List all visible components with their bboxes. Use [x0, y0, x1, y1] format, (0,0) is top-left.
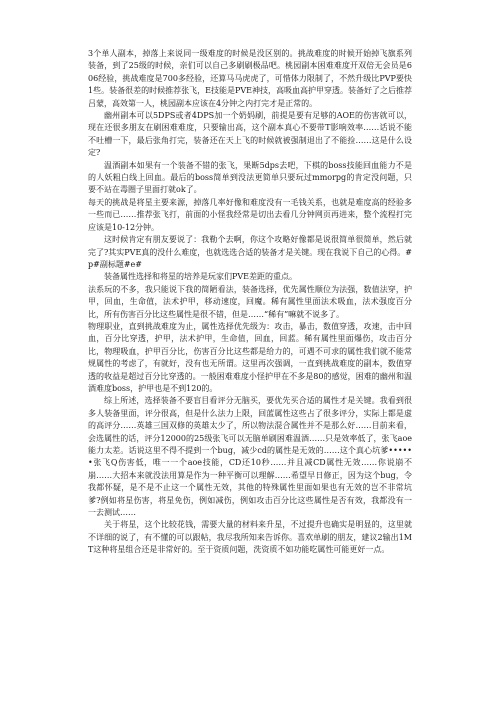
paragraph-3: 温酒副本如果有一个装备不错的张飞，果断5dps去吧，下棋的boss技能回血能力不是的人妖粗白线上回血。最后的boss简单到没法更简单只要玩过mmorpg的肯定没问题，只要不站在毒圈子里面打就ok了。: [88, 160, 412, 195]
paragraph-4: 每天的挑战是将星主要来源，掉落几率好像和难度没有一毛钱关系，也就是难度高的经验多一些而已……推荐张飞打，前面的小怪我经常是切出去看几分钟网页再进来，整个流程打完应该是10-12分钟。: [88, 197, 412, 232]
paragraph-2: 幽州副本可以5DPS或者4DPS加一个奶妈刷，前提是要有足够的AOE的伤害就可以，现在还很多朋友在刷困难难度，只要输出高，这个副本真心不要带T影响效率……话说不能不吐槽一下，最后张角打完，装备还在天上飞的时候就被强制退出了不能捡……这是什么设定?: [88, 111, 412, 158]
paragraph-7: 法系玩的不多，我只能说下我的简陋看法，装备选择，优先属性顺位为法强，数值法穿，护甲，回血，生命值，法术护甲，移动速度，回魔。稀有属性里面法术吸血，法术强度百分比，所有伤害百分比这些属性是很不错，但是……“稀有”嘛就不说多了。: [88, 284, 412, 319]
document-body: [88, 48, 412, 557]
paragraph-6: 装备属性选择和将星的培养是玩家们PVE差距的重点。: [104, 272, 297, 282]
paragraph-1: 3个单人副本，掉落上来说同一级难度的时候是没区别的。挑战难度的时候开始掉飞旗系列装备，到了25级的时候，亲们可以自己多刷刷极品吧。桃园副本困难难度开双倍无会员是606经验，挑战难度是700多经验，还算马马虎虎了，可惜体力限制了，不然升级比PVP要快1些。装备很差的时候推荐张飞，E技能是PVE神技，高吸血高护甲穿透。装备好了之后推荐吕蒙，高效第一人，桃园副本应该在4分钟之内打完才是正常的。: [88, 49, 412, 108]
paragraph-10: 关于将星，这个比较花钱，需要大量的材料来升星，不过提升也确实是明显的，这里就不详细的说了，有不懂的可以跟帖，我尽我所知来告诉你。喜欢单刷的朋友，建议2输出1MT这种将星组合还是非常好的。至于资质问题，洗资质不如功能吃属性可能更好一点。: [88, 520, 412, 555]
paragraph-9: 综上所述，选择装备不要盲目看评分无脑买，要优先买合适的属性才是关键。我看到很多人装备里面，评分很高，但是什么法力上限，回蓝属性这些占了很多评分，实际上都是虚的高评分……英雄三国双修的英雄太少了，所以物法混合属性并不是那么好……目前来看，会选属性的话，评分12000的25级张飞可以无脑单刷困难温酒……只是效率低了，张飞aoe能力太差。话说这里不得不提到一个bug，减少cd的属性是无效的……这个真心坑爹••••••张飞Q伤害低，唯一一个aoe技能，CD还10秒……并且减CD属性无效……你说崩不崩……大招本来就没法用算是作为一种平衡可以理解……希望早日修正，因为这个bug，令我都怀疑，是不是不止这一个属性无效，其他的特殊属性里面如果也有无效的岂不非常坑爹?例如将星伤害，将星免伤，例如减伤，例如攻击百分比这些属性是否有效，我都没有一一去测试……: [88, 396, 412, 518]
paragraph-8: 物理职业，直到挑战难度为止，属性选择优先级为：攻击，暴击，数值穿透，攻速，击中回血，百分比穿透，护甲，法术护甲，生命值，回血，回蓝。稀有属性里面爆伤，攻击百分比，物理吸血，护甲百分比，伤害百分比这些都是给力的，可遇不可求的属性我们就不能常规属性的考虑了，有就好，没有也无所谓。这里再次强调，一直到挑战难度的副本，数值穿透的收益是超过百分比穿透的。一般困难难度小怪护甲在不多是80的感觉，困难的幽州和温酒难度boss，护甲也是不到120的。: [88, 321, 412, 393]
paragraph-5: 这时候肯定有朋友要说了：我勒个去啊，你这个攻略好像都是说很简单很简单，然后就完了?其实PVE真的没什么难度，也就选选合适的装备才是关键。现在我说下自己的心得。#p#副标题#e#: [88, 235, 412, 269]
